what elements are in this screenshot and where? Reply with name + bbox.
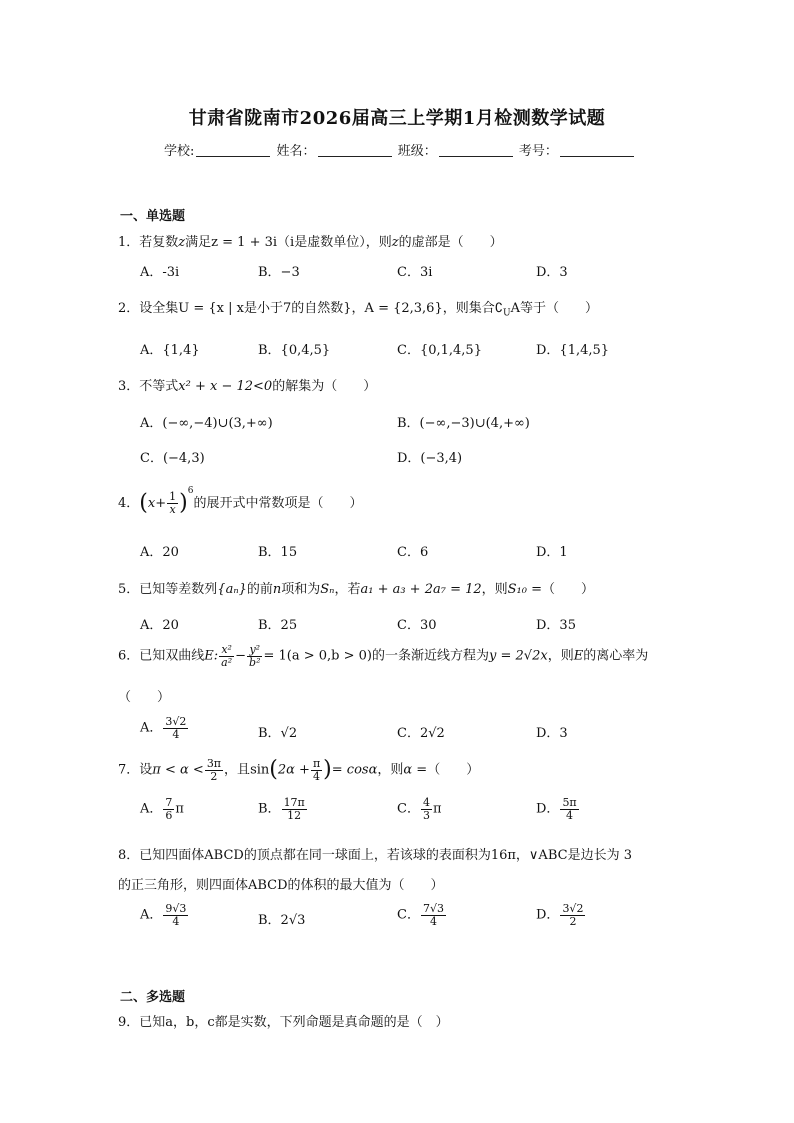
question-9: 9．已知a，b，c都是实数，下列命题是真命题的是（ ） bbox=[118, 1015, 449, 1030]
school-label: 学校: bbox=[164, 144, 195, 159]
q8-option-a[interactable]: A． $\frac{9√3}{4}$ bbox=[140, 902, 187, 928]
exam-no-blank[interactable] bbox=[560, 144, 634, 157]
exam-no-label: 考号： bbox=[518, 144, 558, 159]
q8-option-d[interactable]: D． $\frac{3√2}{2}$ bbox=[536, 902, 584, 928]
class-label: 班级： bbox=[397, 144, 437, 159]
q1-option-d[interactable]: D．3 bbox=[536, 265, 568, 280]
question-3: 3．不等式x² + x − 12<0的解集为（ ） bbox=[118, 379, 377, 394]
page-title: 甘肃省陇南市2026届高三上学期1月检测数学试题 bbox=[188, 108, 606, 129]
q1-option-a[interactable]: A．-3i bbox=[140, 265, 180, 280]
question-2: 2．设全集U = {x | x是小于7的自然数}，A = {2,3,6}，则集合$∁_UA$等于（ ） bbox=[118, 301, 598, 319]
student-info-row bbox=[164, 140, 636, 159]
question-5: 5．已知等差数列{aₙ}的前n项和为Sₙ，若a₁ + a₃ + 2a₇ = 12，则S₁₀ =（ ） bbox=[118, 582, 595, 597]
name-label: 姓名： bbox=[276, 144, 316, 159]
question-7: 7．设π < α < $\frac{3\pi}{2}$ ，且sin(2α + $\frac{\pi}{4}$ )= cosα，则α =（ ） bbox=[118, 757, 480, 783]
q4-option-d[interactable]: D．1 bbox=[536, 545, 568, 560]
q6-option-b[interactable]: B．√2 bbox=[258, 726, 298, 741]
q4-option-c[interactable]: C．6 bbox=[397, 545, 429, 560]
class-blank[interactable] bbox=[439, 144, 513, 157]
q5-option-d[interactable]: D．35 bbox=[536, 618, 576, 633]
question-6-line2: （ ） bbox=[118, 690, 171, 705]
q6-option-d[interactable]: D．3 bbox=[536, 726, 568, 741]
q1-option-c[interactable]: C．3i bbox=[397, 265, 433, 280]
name-blank[interactable] bbox=[318, 144, 392, 157]
question-8: 8．已知四面体ABCD的顶点都在同一球面上，若该球的表面积为16π，∨ABC是边长为 3 bbox=[118, 848, 632, 863]
q4-option-a[interactable]: A．20 bbox=[140, 545, 179, 560]
q5-option-c[interactable]: C．30 bbox=[397, 618, 437, 633]
q2-option-d[interactable]: D．{1,4,5} bbox=[536, 343, 610, 358]
question-4: 4．(x+ $\frac{1}{x}$ )$^6$的展开式中常数项是（ ） bbox=[118, 486, 363, 516]
q8-option-c[interactable]: C． $\frac{7√3}{4}$ bbox=[397, 902, 444, 928]
section-multi-choice: 二、多选题 bbox=[120, 990, 186, 1005]
q5-option-a[interactable]: A．20 bbox=[140, 618, 179, 633]
q7-option-b[interactable]: B． $\frac{17\pi}{12}$ bbox=[258, 796, 305, 822]
q6-option-a[interactable]: A． $\frac{3√2}{4}$ bbox=[140, 715, 187, 741]
q4-fraction: $\frac{1}{x}$ bbox=[169, 490, 177, 516]
q1-option-b[interactable]: B．−3 bbox=[258, 265, 300, 280]
section-single-choice: 一、单选题 bbox=[120, 209, 186, 224]
question-6: 6．已知双曲线E: $\frac{\text{x²}}{\text{a²}}$ − $\frac{\text{y²}}{\text{b²}}$ = 1(a > 0,b > 0)的一条渐近线方程为y = 2√2x，则E的离心率为 bbox=[118, 643, 649, 669]
question-1: 1．若复数z满足z = 1 + 3i（i是虚数单位），则z的虚部是（ ） bbox=[118, 235, 503, 250]
question-8-line2: 的正三角形，则四面体ABCD的体积的最大值为（ ） bbox=[118, 878, 444, 893]
q3-option-c[interactable]: C．(−4,3) bbox=[140, 451, 205, 466]
q2-option-a[interactable]: A．{1,4} bbox=[140, 343, 200, 358]
q8-option-b[interactable]: B．2√3 bbox=[258, 913, 306, 928]
school-blank[interactable] bbox=[196, 144, 270, 157]
q7-option-c[interactable]: C． $\frac{4}{3}$ π bbox=[397, 796, 442, 822]
q3-option-d[interactable]: D．(−3,4) bbox=[397, 451, 463, 466]
q5-option-b[interactable]: B．25 bbox=[258, 618, 298, 633]
q2-option-b[interactable]: B．{0,4,5} bbox=[258, 343, 331, 358]
q2-option-c[interactable]: C．{0,1,4,5} bbox=[397, 343, 482, 358]
q7-option-d[interactable]: D． $\frac{5\pi}{4}$ bbox=[536, 796, 577, 822]
q4-option-b[interactable]: B．15 bbox=[258, 545, 298, 560]
q7-option-a[interactable]: A． $\frac{7}{6}$ π bbox=[140, 796, 184, 822]
q3-option-b[interactable]: B．(−∞,−3)∪(4,+∞) bbox=[397, 416, 530, 431]
q6-option-c[interactable]: C．2√2 bbox=[397, 726, 445, 741]
q3-option-a[interactable]: A．(−∞,−4)∪(3,+∞) bbox=[140, 416, 273, 431]
